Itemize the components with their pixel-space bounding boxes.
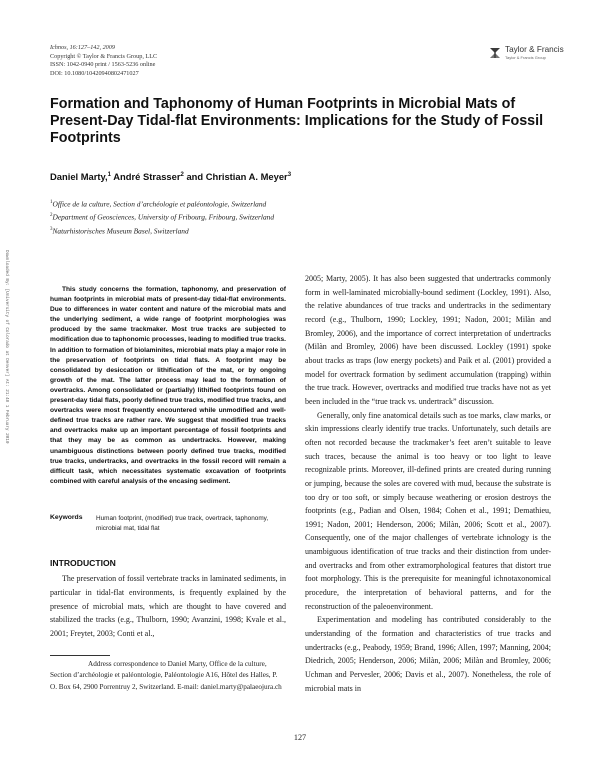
footnote-divider xyxy=(50,655,110,656)
journal-issn: ISSN: 1042-0940 print / 1563-5236 online xyxy=(50,61,156,69)
correspondence-address: Address correspondence to Daniel Marty, Office de la culture, Section d’archéologie et paléontologie, Paléontologie A16, Hôtel des Halles, P. O. Box 64, 2900 Porrentruy 2, Switzerland. E-mail: daniel.marty@palaeojura.ch xyxy=(50,660,282,691)
journal-citation: Ichnos, 16:127–142, 2009 xyxy=(50,44,115,51)
author-list xyxy=(50,171,291,182)
page-number: 127 xyxy=(293,733,307,742)
section-heading-introduction: INTRODUCTION xyxy=(50,558,116,568)
body-column-right xyxy=(305,272,551,695)
body-paragraph: Experimentation and modeling has contributed considerably to the understanding of the formation and characteristics of true tracks and undertracks (e.g., Peabody, 1959; Brand, 1996; Allen, 1997; Manning, 2004; Diedrich, 2005; Henderson, 2006; Milàn, 2006; Milàn and Bromley, 2006; Uchman and Pervesler, 2006; Davis et al., 2007). Nonetheless, the role of microbial mats in xyxy=(305,615,551,693)
journal-copyright: Copyright © Taylor & Francis Group, LLC xyxy=(50,52,158,60)
affiliation-marker: 1 xyxy=(50,200,53,205)
publisher-logo[interactable] xyxy=(488,42,568,68)
affiliation-list xyxy=(50,197,274,237)
author-name: André Strasser xyxy=(113,171,181,182)
journal-metadata xyxy=(50,44,157,78)
affiliation xyxy=(50,210,274,223)
affiliation-marker: 3 xyxy=(50,226,53,232)
affiliation-text: Department of Geosciences, University of Fribourg, Fribourg, Switzerland xyxy=(52,212,275,222)
author-affil-marker: 3 xyxy=(287,171,292,178)
article-title: Formation and Taphonomy of Human Footprints in Microbial Mats of Present-Day Tidal-flat Environments: Implications for the Study of Fossil Footprints xyxy=(50,96,544,146)
publisher-name: Taylor & Francis xyxy=(505,45,564,54)
affiliation-text: Office de la culture, Section d’archéologie et paléontologie, Switzerland xyxy=(52,199,267,209)
introduction-paragraph: The preservation of fossil vertebrate tracks in laminated sediments, in particular in tidal-flat environments, is frequently explained by the presence of microbial mats, which are thought to have covered and stabilized the tracks (e.g., Thulborn, 1990; Avanzini, 1998; Kvale et al., 2001; Freytet, 2003; Conti et al., xyxy=(50,574,286,639)
author-affil-marker: 2 xyxy=(180,171,184,178)
affiliation-marker: 2 xyxy=(50,213,53,219)
publisher-tagline: Taylor & Francis Group xyxy=(505,55,546,60)
download-watermark xyxy=(1,250,9,520)
keywords-text: Human footprint, (modified) true track, overtrack, taphonomy, microbial mat, tidal flat xyxy=(96,515,269,532)
keywords-label: Keywords xyxy=(50,514,83,521)
body-paragraph: 2005; Marty, 2005). It has also been suggested that undertracks commonly form in well-laminated microbially-bound sediment (Lockley, 1991). Also, the relative abundances of true tracks and undertracks in the sedimentary record (e.g., Thulborn, 1990; Lockley, 1991; Nadon, 2001; Milàn and Bromley, 2006), and the importance of correct interpretation of undertracks (Milàn and Bromley, 2006) have been discussed. Lockley (1991) spoke about tracks as traps (low energy pockets) and Paik et al. (2001) provided a model for overtrack formation by sediment accumulation (trapping) within the true track. However, overtracks and modified true tracks have not as yet been included in the “true track vs. undertrack” discussion. xyxy=(305,274,551,406)
author-name: Daniel Marty, xyxy=(50,171,108,182)
affiliation xyxy=(50,197,274,210)
author-affil-marker: 1 xyxy=(107,171,111,178)
abstract: This study concerns the formation, taphonomy, and preservation of human footprints in microbial mats of present-day tidal-flat environments. Due to differences in water content and nature of the microbial mats and the underlying sediment, a wide range of footprint morphologies was produced by the same trackmaker. Most true tracks are subjected to modification due to taphonomic processes, leading to modified true tracks. In addition to formation of biolaminites, microbial mats play a major role in the preservation of footprints on tidal flats. A footprint may be consolidated by desiccation or lithification of the mat, or by ongoing growth of the mat. The latter process may lead to the formation of overtracks. Among consolidated or (partially) lithified footprints found on present-day tidal flats, poorly defined true tracks, modified true tracks, and overtracks were most frequently encountered while unmodified and well-defined true tracks are rather rare. We suggest that modified true tracks and overtracks make up an important percentage of fossil footprints and that they may be as common as undertracks. However, making unambiguous distinctions between poorly defined true tracks, modified true tracks, undertracks, and overtracks in the fossil record will remain a difficult task, which necessitates systematic excavation of footprints combined with careful analysis of the encasing sediment. xyxy=(50,286,286,485)
taylor-francis-logo-icon xyxy=(488,46,502,60)
body-paragraph: Generally, only fine anatomical details such as toe marks, claw marks, or skin impressions clearly identify true tracks. Unfortunately, such details are often not recorded because the trackmaker’s feet aren’t suitable to leave such traces, because the animal is too heavy or too light to leave recognizable prints. Moreover, ill-defined prints are created during running or jumping, because the soles are covered with mud, because the substrate is too dry or too soft, or simply because weathering or erosion destroys the footprints (e.g., Padian and Olsen, 1984; Cohen et al., 1991; Demathieu, 1991; Nadon, 2001; Henderson, 2006; Milàn, 2006; Scott et al., 2007). Consequently, one of the major challenges of vertebrate ichnology is the unambiguous identification of true tracks and their distinction from under- and overtracks and from other extramorphological features that distort true foot morphology. This is the prerequisite for meaningful ichnotaxonomical procedure, the interpretation of behavioral patterns, and for the reconstruction of the paleoenvironment. xyxy=(305,410,551,611)
affiliation-text: Naturhistorisches Museum Basel, Switzerland xyxy=(52,226,189,236)
author-name: and Christian A. Meyer xyxy=(186,171,288,182)
download-note: Downloaded By: [University of Colorado at Denver] At: 21:48 1 February 2010 xyxy=(4,250,9,444)
affiliation xyxy=(50,224,274,237)
journal-doi: DOI: 10.1080/10420940802471027 xyxy=(50,69,139,77)
